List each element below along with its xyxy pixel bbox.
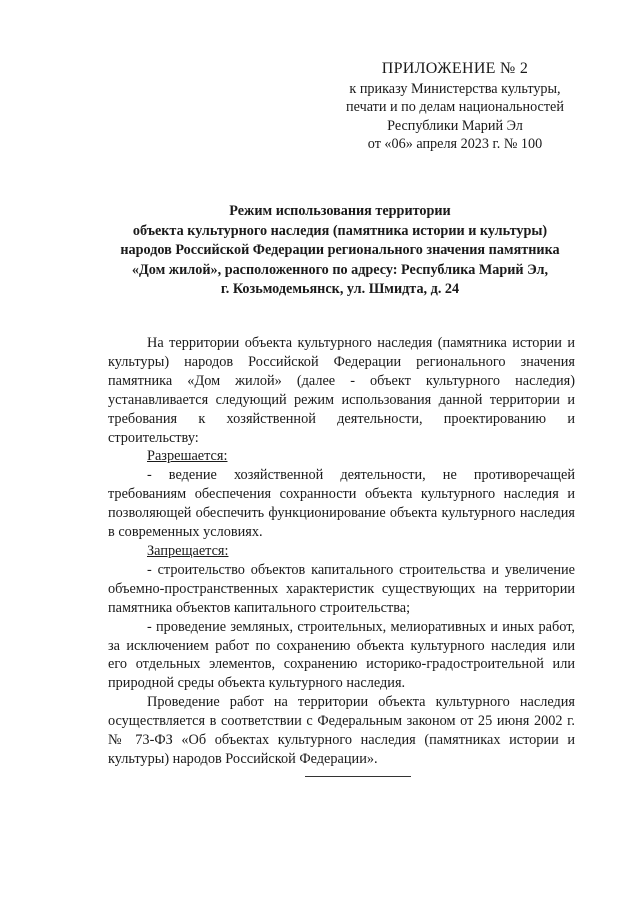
appendix-date: от «06» апреля 2023 г. № 100 bbox=[367, 136, 543, 152]
document-body bbox=[108, 334, 575, 769]
allowed-label: Разрешается: bbox=[147, 448, 228, 465]
conclusion-paragraph: Проведение работ на территории объекта культурного наследия осуществляется в соответствии с Федеральным законом от 25 июня 2002 г. № 73-ФЗ «Об объектах культурного наследия (памятниках истории и культуры) народов Российской Федерации». bbox=[108, 694, 575, 767]
heading-line: Режим использования территории bbox=[229, 203, 451, 219]
heading-line: г. Козьмодемьянск, ул. Шмидта, д. 24 bbox=[220, 281, 460, 297]
document-heading bbox=[100, 202, 580, 300]
appendix-line: печати и по делам национальностей bbox=[346, 99, 564, 115]
heading-line: объекта культурного наследия (памятника истории и культуры) bbox=[132, 222, 548, 239]
forbidden-label: Запрещается: bbox=[147, 542, 229, 559]
intro-paragraph: На территории объекта культурного наследия (памятника истории и культуры) народов Российской Федерации регионального значения памятника «Дом жилой» (далее - объект культурного наследия) устанавливается следующий режим использования данной территории и требования к хозяйственной деятельности, проектированию и строительству: bbox=[108, 335, 575, 446]
heading-line: «Дом жилой», расположенного по адресу: Республика Марий Эл, bbox=[131, 261, 549, 278]
appendix-line: к приказу Министерства культуры, bbox=[349, 80, 561, 97]
heading-line: народов Российской Федерации регионального значения памятника bbox=[120, 242, 560, 258]
forbidden-item: - строительство объектов капитального строительства и увеличение объемно-пространственных характеристик существующих на территории памятника объектов капитального строительства; bbox=[108, 561, 575, 616]
allowed-item: - ведение хозяйственной деятельности, не противоречащей требованиям обеспечения сохранности объекта культурного наследия и позволяющей обеспечить функционирование объекта культурного наследия в современных условиях. bbox=[108, 467, 575, 541]
forbidden-item: - проведение земляных, строительных, мелиоративных и иных работ, за исключением работ по сохранению объекта культурного наследия или его отдельных элементов, сохранению историко-градостроительной или природной среды объекта культурного наследия. bbox=[108, 618, 575, 692]
appendix-title: ПРИЛОЖЕНИЕ № 2 bbox=[381, 60, 529, 77]
closing-divider bbox=[305, 776, 411, 777]
appendix-block bbox=[330, 60, 580, 154]
appendix-line: Республики Марий Эл bbox=[387, 117, 523, 134]
